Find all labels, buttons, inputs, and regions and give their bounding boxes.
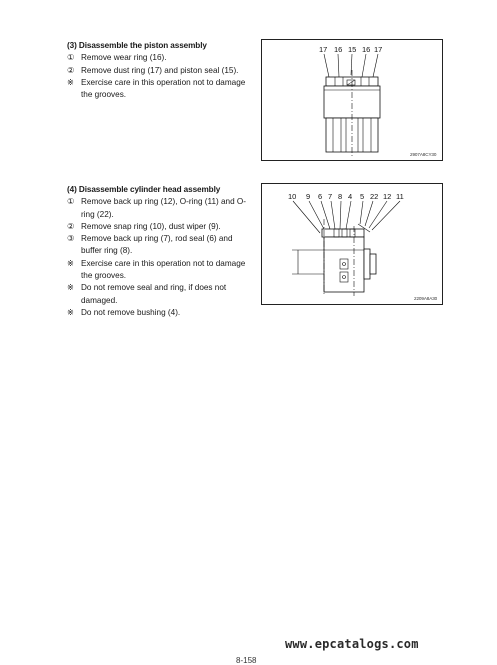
callout-label: 7 — [328, 192, 333, 201]
callout-label: 16 — [362, 45, 371, 54]
step-text: Remove back up ring (7), rod seal (6) and buffer ring (8). — [81, 234, 233, 256]
caution-text: Exercise care in this operation not to damage the grooves. — [81, 258, 246, 281]
step-item — [67, 196, 252, 221]
cylinder-head-figure — [261, 183, 443, 305]
step-item — [67, 52, 252, 64]
callout-label: 15 — [348, 45, 357, 54]
cylinder-head-drawing — [262, 184, 442, 304]
section-title: (3) Disassemble the piston assembly — [67, 41, 207, 50]
callout-label: 16 — [334, 45, 343, 54]
step-marker: ① — [67, 53, 75, 63]
callout-label: 17 — [374, 45, 383, 54]
callout-label: 4 — [348, 192, 353, 201]
figure-code: 2209A8A30 — [414, 296, 438, 301]
caution-marker: ※ — [67, 307, 74, 317]
step-text: Remove dust ring (17) and piston seal (15). — [81, 65, 239, 75]
caution-note — [67, 307, 252, 319]
step-item — [67, 233, 252, 258]
callout-label: 17 — [319, 45, 328, 54]
step-text: Remove back up ring (12), O-ring (11) and O-ring (22). — [81, 197, 247, 219]
page-number: 8-158 — [236, 656, 257, 665]
step-text: Remove snap ring (10), dust wiper (9). — [81, 221, 221, 231]
figure-code: 2907A8CY30 — [410, 152, 437, 157]
step-text: Remove wear ring (16). — [81, 53, 167, 63]
callout-label: 8 — [338, 192, 343, 201]
caution-note — [67, 77, 252, 102]
callout-label: 22 — [370, 192, 379, 201]
caution-text: Do not remove seal and ring, if does not damaged. — [81, 283, 227, 305]
caution-note — [67, 282, 252, 307]
callout-label: 10 — [288, 192, 297, 201]
section-disassemble-piston — [67, 40, 252, 101]
step-item — [67, 221, 252, 233]
step-marker: ② — [67, 221, 75, 231]
step-marker: ① — [67, 197, 75, 207]
caution-marker: ※ — [67, 283, 74, 293]
step-marker: ② — [67, 65, 75, 75]
caution-note — [67, 258, 252, 283]
caution-marker: ※ — [67, 258, 74, 268]
callout-label: 12 — [383, 192, 392, 201]
section-title: (4) Disassemble cylinder head assembly — [67, 185, 221, 194]
caution-text: Exercise care in this operation not to damage the grooves. — [81, 77, 246, 100]
piston-drawing — [262, 40, 442, 160]
callout-label: 9 — [306, 192, 311, 201]
piston-assembly-figure — [261, 39, 443, 161]
callout-label: 11 — [396, 192, 404, 201]
step-marker: ③ — [67, 234, 75, 244]
footer-watermark-url[interactable]: www.epcatalogs.com — [285, 637, 419, 651]
callout-label: 6 — [318, 192, 323, 201]
callout-label: 5 — [360, 192, 365, 201]
caution-text: Do not remove bushing (4). — [81, 307, 181, 317]
step-item — [67, 65, 252, 77]
caution-marker: ※ — [67, 77, 74, 87]
section-disassemble-cylinder-head — [67, 184, 252, 319]
